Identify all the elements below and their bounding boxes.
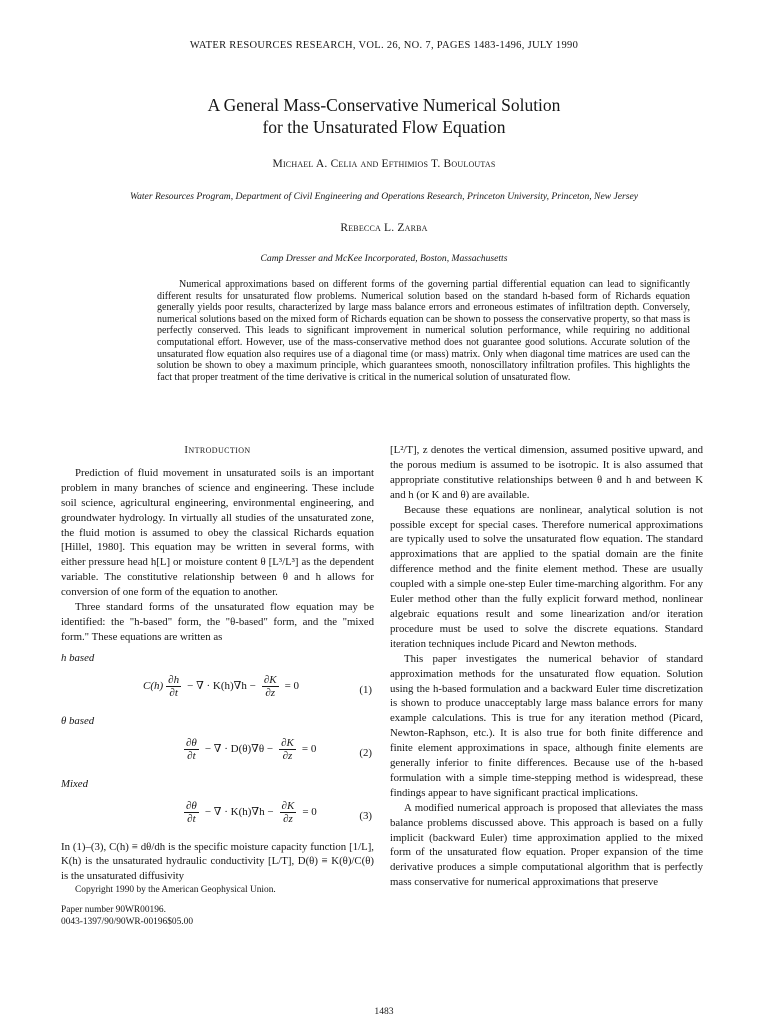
journal-header: WATER RESOURCES RESEARCH, VOL. 26, NO. 7, PAGES 1483-1496, JULY 1990 <box>189 40 579 51</box>
secondary-author: Rebecca L. Zarba <box>340 222 428 234</box>
eq2-rhs: = 0 <box>301 742 317 755</box>
paper-identifiers <box>61 904 374 928</box>
copyright-notice: Copyright 1990 by the American Geophysical Union. <box>75 885 276 896</box>
equation-1-body <box>143 674 302 699</box>
right-paragraph-1: [L²/T], z denotes the vertical dimension, assumed positive upward, and the porous medium is assumed to be isotropic. It is also assumed that appropriate constitutive relationships between θ and h and between K and h (or K and θ) are available. <box>390 444 703 501</box>
equation-label-h-based: h based <box>61 651 95 664</box>
abstract: Numerical approximations based on different forms of the governing partial differential equation can lead to significantly different results for unsaturated flow problems. Numerical solution based on the standard h-based form of Richards equation generally yields poor results, characterized by large mass balance errors and erroneous estimates of infiltration depth. Conversely, numerical solutions based on the mixed form of Richards equation can be shown to possess the conservative property, so that mass is perfectly conserved. This leads to significant improvement in numerical solution performance, while requiring no additional computational effort. However, use of the mass-conservative method does not guarantee good solutions. Accurate solution of the unsaturated flow equation also requires use of a diagonal time (or mass) matrix. Only when diagonal time matrices are used can the solution be shown to obey a maximum principle, which guarantees smooth, nonoscillatory infiltration profiles. This highlights the fact that proper treatment of the time derivative is critical in the numerical solution of unsaturated flow. <box>157 279 690 383</box>
equation-1 <box>61 670 374 708</box>
paper-number: Paper number 90WR00196. <box>61 905 166 916</box>
equation-1-number: (1) <box>359 683 372 696</box>
equation-label-mixed: Mixed <box>61 777 88 790</box>
equation-3-body <box>181 800 320 825</box>
secondary-affiliation: Camp Dresser and McKee Incorporated, Boston, Massachusetts <box>260 253 508 264</box>
equation-2 <box>61 733 374 771</box>
section-heading-introduction: Introduction <box>184 444 251 456</box>
eq1-fraction-dh-dt: $\frac{\partial h}{\partial t}$ <box>168 673 180 699</box>
page-number: 1483 <box>374 1006 394 1017</box>
left-column <box>61 443 374 928</box>
eq3-fraction-dtheta-dt: $\frac{\partial\theta}{\partial t}$ <box>186 799 197 825</box>
equation-2-body <box>181 737 319 762</box>
eq3-rhs: = 0 <box>302 805 317 818</box>
primary-authors: Michael A. Celia and Efthimios T. Bouloutas <box>272 158 496 170</box>
eq1-rhs: = 0 <box>284 679 300 692</box>
eq3-middle-terms: − ∇ · K(h)∇h − <box>204 805 274 818</box>
equation-3 <box>61 796 374 834</box>
eq2-middle-terms: − ∇ · D(θ)∇θ − <box>204 742 274 755</box>
paper-title-line-1: A General Mass-Conservative Numerical Solution <box>207 95 561 115</box>
equation-2-number: (2) <box>359 746 372 759</box>
paper-title <box>0 94 768 138</box>
right-column <box>390 443 703 890</box>
eq2-fraction-dk-dz: $\frac{\partial K}{\partial z}$ <box>281 736 294 762</box>
intro-paragraph-3: In (1)–(3), C(h) ≡ dθ/dh is the specific moisture capacity function [1/L], K(h) is the unsaturated hydraulic conductivity [L/T], D(θ) ≡ K(θ)/C(θ) is the unsaturated diffusivity <box>61 840 374 883</box>
intro-paragraph-2: Three standard forms of the unsaturated flow equation may be identified: the "h-based" form, the "θ-based" form, and the "mixed form." These equations are written as <box>61 601 374 643</box>
eq2-fraction-dtheta-dt: $\frac{\partial\theta}{\partial t}$ <box>186 736 197 762</box>
right-paragraph-4: A modified numerical approach is proposed that alleviates the mass balance problems discussed above. This approach is based on a fully implicit (backward Euler) time approximation applied to the mixed form of the unsaturated flow equation. Proper expansion of the time derivative produces a simple computational algorithm that is perfectly mass conservative for numerical approximations that preserve <box>390 801 703 889</box>
eq1-coefficient: C(h) <box>143 679 164 692</box>
eq1-middle-terms: − ∇ · K(h)∇h − <box>187 679 256 692</box>
right-paragraph-3: This paper investigates the numerical behavior of standard approximation methods for the unsaturated flow equation. Solution using the h-based formulation and a backward Euler time discretization is shown to produce unacceptably large mass balance errors for many example calculations. This is true for any iteration method (Picard, Newton-Raphson, etc.). It is also true for both finite difference and finite element approximations in space, although finite elements are generally inferior to finite differences. Because use of the h-based formulation with a simple time-stepping method is widespread, these findings appear to have significant practical implications. <box>390 652 703 799</box>
issn-code: 0043-1397/90/90WR-00196$05.00 <box>61 917 194 928</box>
paper-title-line-2: for the Unsaturated Flow Equation <box>262 117 506 137</box>
primary-affiliation: Water Resources Program, Department of Civil Engineering and Operations Research, Princeton University, Princeton, New Jersey <box>129 191 639 202</box>
eq3-fraction-dk-dz: $\frac{\partial K}{\partial z}$ <box>281 799 295 825</box>
intro-paragraph-1: Prediction of fluid movement in unsaturated soils is an important problem in many branches of science and engineering. These include soil science, agricultural engineering, environmental engineering, and groundwater hydrology. In virtually all studies of the unsaturated zone, the fluid motion is assumed to obey the classical Richards equation [Hillel, 1980]. This equation may be written in several forms, with either pressure head h[L] or moisture content θ [L³/L³] as the dependent variable. The constitutive relationship between θ and h allows for conversion of one form of the equation to another. <box>61 466 374 599</box>
equation-3-number: (3) <box>359 809 372 822</box>
right-paragraph-2: Because these equations are nonlinear, analytical solution is not possible except for special cases. Therefore numerical approximations are typically used to solve the unsaturated flow equation. The standard approximations that are applied to the spatial domain are the finite difference method and the finite element method. These are usually coupled with a simple one-step Euler time-marching algorithm. For any Euler method other than the fully explicit forward method, nonlinear algebraic equations result and some linearization and/or iteration procedure must be used to solve the discrete equations. Standard iteration techniques include Picard and Newton methods. <box>390 503 703 650</box>
eq1-fraction-dk-dz: $\frac{\partial K}{\partial z}$ <box>263 673 277 699</box>
equation-label-theta-based: θ based <box>61 714 95 727</box>
